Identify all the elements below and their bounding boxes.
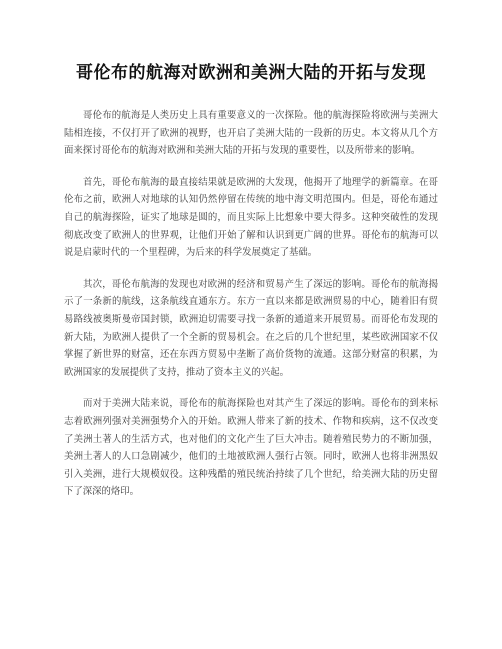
document-body [64, 107, 438, 501]
paragraph-geography: 首先，哥伦布航海的最直接结果就是欧洲的大发现，他揭开了地理学的新篇章。在哥伦布之前，欧洲人对地球的认知仍然停留在传统的地中海文明范围内。但是，哥伦布通过自己的航海探险，证实了地球是圆的，而且实际上比想象中要大得多。这种突破性的发现彻底改变了欧洲人的世界观，让他们开始了解和认识到更广阔的世界。哥伦布的航海可以说是启蒙时代的一个里程碑，为后来的科学发展奠定了基础。 [64, 176, 438, 259]
document-title: 哥伦布的航海对欧洲和美洲大陆的开拓与发现 [76, 63, 426, 83]
paragraph-intro: 哥伦布的航海是人类历史上具有重要意义的一次探险。他的航海探险将欧洲与美洲大陆相连接，不仅打开了欧洲的视野，也开启了美洲大陆的一段新的历史。本文将从几个方面来探讨哥伦布的航海对欧洲和美洲大陆的开拓与发现的重要性，以及所带来的影响。 [64, 110, 438, 157]
paragraph-americas: 而对于美洲大陆来说，哥伦布的航海探险也对其产生了深远的影响。哥伦布的到来标志着欧洲列强对美洲强势介入的开始。欧洲人带来了新的技术、作物和疾病，这不仅改变了美洲土著人的生活方式，也对他们的文化产生了巨大冲击。随着殖民势力的不断加强，美洲土著人的人口急剧减少，他们的土地被欧洲人强行占领。同时，欧洲人也将非洲黑奴引入美洲，进行大规模奴役。这种残酷的殖民统治持续了几个世纪，给美洲大陆的历史留下了深深的烙印。 [64, 398, 438, 498]
paragraph-economy: 其次，哥伦布航海的发现也对欧洲的经济和贸易产生了深远的影响。哥伦布的航海揭示了一条新的航线，这条航线直通东方。东方一直以来都是欧洲贸易的中心，随着旧有贸易路线被奥斯曼帝国封锁，欧洲迫切需要寻找一条新的通道来开展贸易。而哥伦布发现的新大陆，为欧洲人提供了一个全新的贸易机会。在之后的几个世纪里，某些欧洲国家不仅掌握了新世界的财富，还在东西方贸易中垄断了高价货物的流通。这部分财富的积累，为欧洲国家的发展提供了支持，推动了资本主义的兴起。 [64, 278, 438, 378]
